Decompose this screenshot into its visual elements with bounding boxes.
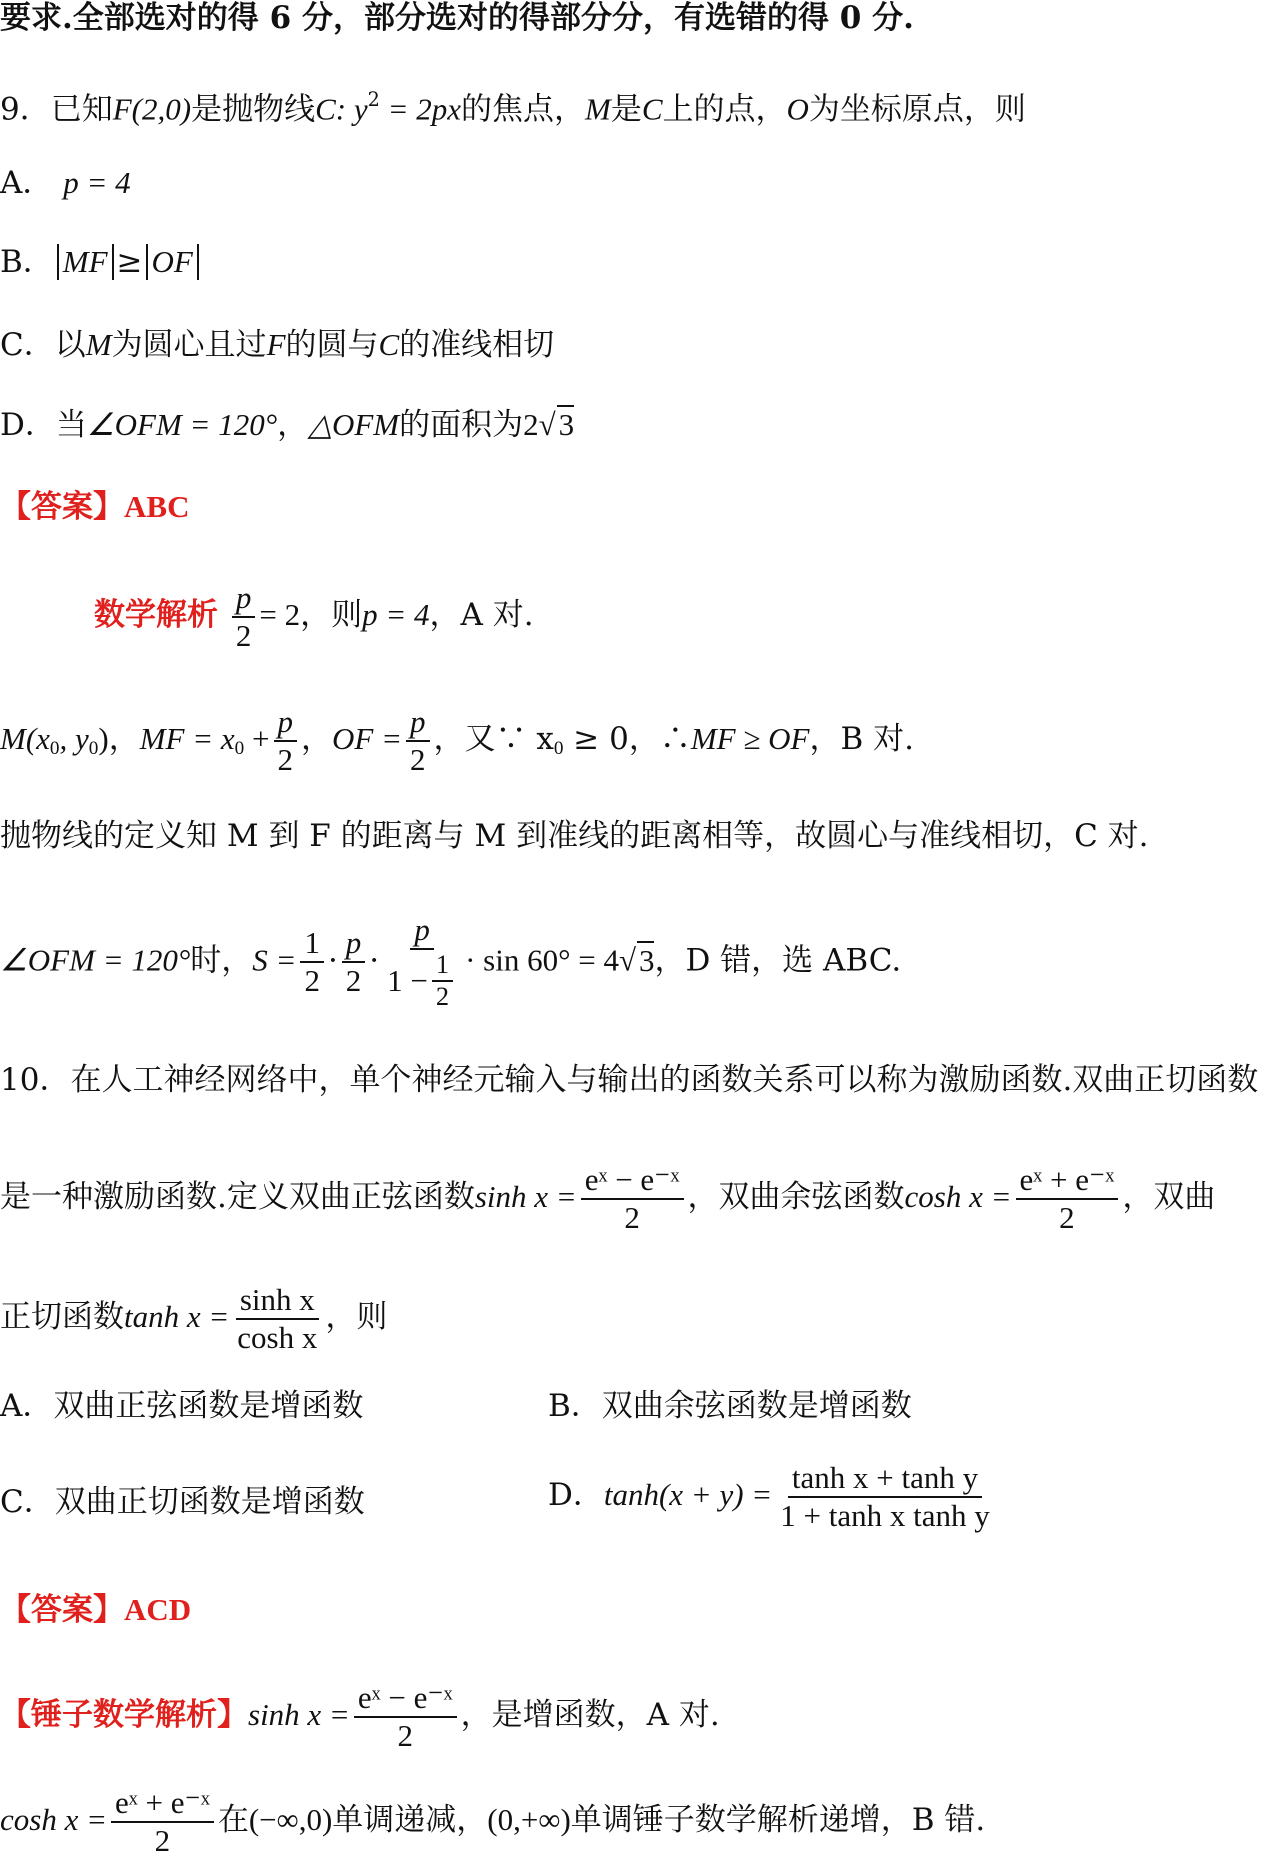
q10-text: 是一种激励函数.定义双曲正弦函数 <box>0 1179 475 1216</box>
frac-num: eˣ − e⁻ˣ <box>354 1680 457 1718</box>
q9-curve-exp: 2 <box>367 88 380 111</box>
q9-focus: F(2,0) <box>112 91 192 127</box>
q9-option-a <box>0 163 131 203</box>
q9-solution-2 <box>0 704 914 777</box>
subscript: 0 <box>553 737 564 759</box>
frac-num: eˣ + e⁻ˣ <box>111 1785 214 1823</box>
q10-option-c: C．双曲正切函数是增函数 <box>0 1484 365 1520</box>
option-expr: 3 <box>558 407 575 442</box>
q10-option-b: B．双曲余弦函数是增函数 <box>548 1388 912 1424</box>
q10-option-a: A．双曲正弦函数是增函数 <box>0 1388 364 1424</box>
q9-text: 的焦点， <box>461 91 586 128</box>
frac-den: 2 <box>235 617 252 653</box>
solution-text: 在 <box>217 1802 249 1839</box>
solution-expr: M(x <box>0 721 50 757</box>
frac-den: 2 <box>435 981 450 1011</box>
option-expr: △OFM <box>308 407 400 442</box>
solution-text: 单调递减， <box>332 1802 488 1839</box>
q10-stem-line2 <box>0 1162 1215 1235</box>
solution-text: 时， <box>190 942 253 979</box>
frac-den: 2 <box>624 1199 640 1235</box>
answer-label: 【答案】 <box>0 1592 124 1628</box>
solution-expr: ∠OFM = 120° <box>0 942 191 978</box>
q9-option-c <box>0 325 554 365</box>
frac-num: p <box>410 704 426 739</box>
frac-num: eˣ + e⁻ˣ <box>1016 1162 1119 1200</box>
frac-num: tanh x + tanh y <box>788 1460 982 1498</box>
answer-value: ABC <box>124 489 190 524</box>
solution-expr: (−∞,0) <box>248 1802 333 1838</box>
solution-expr: )， <box>98 721 140 757</box>
frac-den: 1 + tanh x tanh y <box>780 1497 990 1533</box>
q9-text: 是 <box>610 91 642 128</box>
frac-num: p <box>345 925 362 961</box>
q9-curve-c: C <box>641 91 663 127</box>
option-expr: OF <box>151 244 193 279</box>
solution-text: ，又∵ x <box>433 721 554 758</box>
frac-den: 2 <box>345 963 362 999</box>
q9-solution-1 <box>94 580 534 653</box>
frac-den: 2 <box>277 741 293 777</box>
frac-num: 1 <box>432 950 453 982</box>
frac-den: 2 <box>1059 1199 1075 1235</box>
fraction <box>406 704 430 777</box>
solution-expr: sinh x = <box>248 1697 350 1733</box>
option-label: D． <box>548 1477 604 1514</box>
q9-origin-o: O <box>786 91 809 127</box>
frac-num: p <box>414 912 430 947</box>
option-label: B． <box>0 244 54 280</box>
q9-point-m: M <box>585 91 611 127</box>
option-expr: tanh(x + y) = <box>603 1477 773 1513</box>
solution-text: ≥ 0，∴ <box>563 721 691 758</box>
solution-label: 【锤子数学解析】 <box>0 1697 248 1734</box>
q9-text: 上的点， <box>662 91 787 128</box>
option-label: A． <box>0 165 54 201</box>
solution-expr: OF = <box>332 721 402 757</box>
option-label: C．以 <box>0 327 86 363</box>
subscript: 0 <box>49 737 60 759</box>
option-text: ， <box>277 407 309 443</box>
fraction <box>776 1460 993 1533</box>
option-expr: ∠OFM = 120° <box>86 407 278 442</box>
solution-text: ， <box>301 721 332 758</box>
frac-den: 1 − <box>387 963 428 999</box>
option-label: D．当 <box>0 407 87 443</box>
subscript: 0 <box>88 737 99 759</box>
fraction <box>432 950 453 1013</box>
q9-curve-c: C <box>315 91 336 127</box>
q9-option-d <box>0 405 574 445</box>
solution-expr: + <box>244 721 270 757</box>
frac-num: p <box>235 580 252 615</box>
option-text: 为圆心且过 <box>111 327 267 363</box>
q10-expr: cosh x = <box>904 1179 1012 1215</box>
frac-den: 2 <box>154 1822 171 1858</box>
q10-text: ，则 <box>325 1299 388 1336</box>
solution-text: ，是增函数，A 对. <box>460 1697 720 1734</box>
solution-expr: (0,+∞) <box>487 1802 571 1838</box>
option-expr: 2 <box>523 407 539 442</box>
frac-den: cosh x <box>237 1319 318 1355</box>
frac-den: 2 <box>397 1717 413 1753</box>
solution-expr: MF ≥ OF <box>690 721 810 757</box>
q9-solution-4: ∠OFM = 120°时，S = $\frac{1}{2}$ · $\frac{p}{2}$ · p 1 − $\frac{1}{2}$ · sin 60° = 4√3，D 错，选 ABC. <box>0 912 902 1011</box>
solution-text: ，B 对. <box>809 721 914 758</box>
sqrt-sign: √ <box>618 942 636 978</box>
q10-solution-2 <box>0 1785 985 1858</box>
q9-answer <box>0 487 189 527</box>
q10-solution-1 <box>0 1680 720 1753</box>
q10-text: 正切函数 <box>0 1299 124 1336</box>
option-expr: ≥ <box>116 244 143 280</box>
frac-num: eˣ − e⁻ˣ <box>581 1162 684 1200</box>
fraction <box>300 925 324 998</box>
subscript: 0 <box>234 737 245 759</box>
solution-text: = 2，则 <box>259 597 363 633</box>
fraction <box>1016 1162 1119 1235</box>
fraction <box>233 1282 321 1355</box>
fraction <box>274 704 298 777</box>
frac-den: 2 <box>410 741 426 777</box>
fraction <box>111 1785 214 1858</box>
q10-expr: sinh x = <box>474 1179 577 1215</box>
sqrt-sign: √ <box>538 407 556 442</box>
q9-text: 为坐标原点，则 <box>808 91 1026 128</box>
option-text: 的圆与 <box>285 327 379 363</box>
fraction <box>581 1162 684 1235</box>
section-instructions: 要求.全部选对的得 6 分，部分选对的得部分分，有选错的得 0 分. <box>0 0 914 36</box>
solution-expr: S = <box>252 942 297 978</box>
q10-options-row1 <box>0 1386 363 1426</box>
fraction <box>232 580 256 653</box>
q10-expr: tanh x = <box>124 1299 230 1335</box>
option-expr: M <box>85 327 112 362</box>
q10-stem-line3 <box>0 1282 387 1355</box>
solution-label: 数学解析 <box>94 597 218 634</box>
q9-stem <box>0 80 1026 129</box>
solution-text: ，A 对. <box>429 597 534 634</box>
q10-text: ，双曲 <box>1122 1179 1216 1216</box>
q10-text: ，双曲余弦函数 <box>687 1179 905 1216</box>
q9-curve-eq: = 2px <box>379 91 462 127</box>
frac-num: p <box>277 704 293 739</box>
solution-expr: p = 4 <box>362 597 430 633</box>
option-expr: C <box>378 327 400 362</box>
q9-number: 9．已知 <box>0 91 113 128</box>
option-expr: F <box>266 327 286 362</box>
q9-curve-y: : y <box>335 91 368 127</box>
frac-num: 1 <box>300 925 324 963</box>
fraction <box>354 1680 457 1753</box>
frac-den: 2 <box>304 963 320 999</box>
solution-expr: · sin 60° = 4 <box>465 942 619 978</box>
frac-num: sinh x <box>236 1282 319 1320</box>
option-text: 的准线相切 <box>399 327 555 363</box>
option-expr: p = 4 <box>63 165 131 200</box>
q9-text: 是抛物线 <box>191 91 316 128</box>
q10-stem-line1: 10．在人工神经网络中，单个神经元输入与输出的函数关系可以称为激励函数.双曲正切函数 <box>0 1062 1259 1098</box>
solution-expr: 3 <box>638 942 655 978</box>
q9-option-b <box>0 242 202 282</box>
solution-expr: , y <box>59 721 89 757</box>
q10-answer <box>0 1590 191 1630</box>
fraction <box>342 925 366 998</box>
option-expr: MF <box>62 244 108 279</box>
solution-text: ，D 错，选 ABC. <box>654 942 902 979</box>
solution-text: 单调锤子数学解析递增，B 错. <box>570 1802 986 1839</box>
answer-value: ACD <box>124 1592 192 1627</box>
solution-expr: cosh x = <box>0 1802 108 1838</box>
q9-solution-3: 抛物线的定义知 M 到 F 的距离与 M 到准线的距离相等，故圆心与准线相切，C 对. <box>0 818 1149 854</box>
option-text: 的面积为 <box>399 407 524 443</box>
fraction <box>383 912 461 1012</box>
q10-option-d <box>548 1460 998 1533</box>
answer-label: 【答案】 <box>0 489 124 525</box>
solution-expr: MF = x <box>139 721 235 757</box>
